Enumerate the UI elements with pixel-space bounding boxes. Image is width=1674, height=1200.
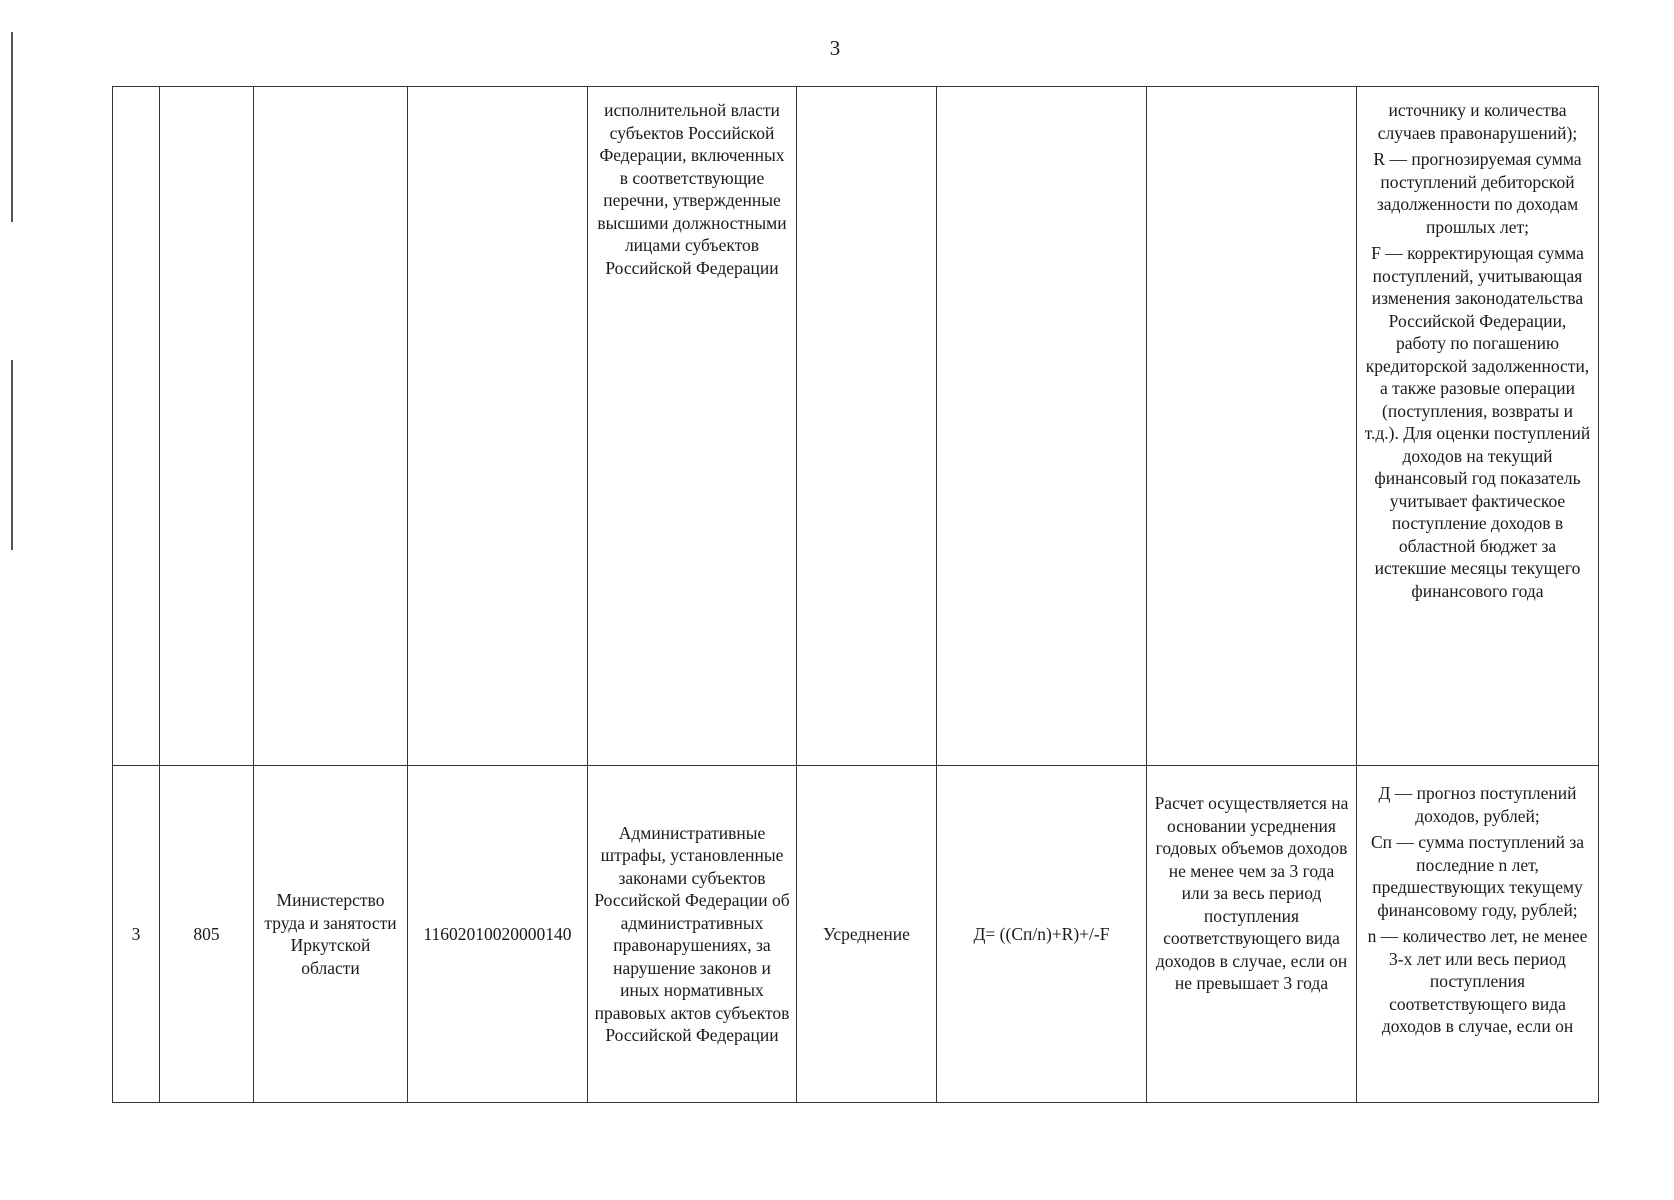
- indicator-paragraph: источнику и количества случаев правонарушений);: [1377, 100, 1578, 143]
- indicator-paragraph: Д — прогноз поступлений доходов, рублей;: [1378, 783, 1577, 826]
- cell-formula: Д= ((Сп/n)+R)+/-F: [937, 766, 1147, 1103]
- indicator-paragraph: Сп — сумма поступлений за последние n лет, предшествующих текущему финансовому году, рублей;: [1370, 832, 1585, 920]
- cell-administrator: [254, 87, 408, 766]
- cell-method: Усреднение: [797, 766, 937, 1103]
- indicator-paragraph: n — количество лет, не менее 3-х лет или весь период поступления соответствующего вида доходов в случае, если он: [1367, 926, 1588, 1036]
- cell-formula: [937, 87, 1147, 766]
- cell-kbk-code: [408, 87, 588, 766]
- indicator-paragraph: R — прогнозируемая сумма поступлений дебиторской задолженности по доходам прошлых лет;: [1373, 149, 1582, 237]
- cell-admin-code: 805: [160, 766, 254, 1103]
- cell-kbk-code: 11602010020000140: [408, 766, 588, 1103]
- table-row-continued: [113, 87, 1599, 766]
- cell-administrator: Министерство труда и занятости Иркутской области: [254, 766, 408, 1103]
- cell-admin-code: [160, 87, 254, 766]
- table-row: [113, 766, 1599, 1103]
- cell-income-name: исполнительной власти субъектов Российской Федерации, включенных в соответствующие перечни, утвержденные высшими должностными лицами субъектов Российской Федерации: [588, 87, 797, 766]
- cell-income-name: Административные штрафы, установленные законами субъектов Российской Федерации об административных правонарушениях, за нарушение законов и иных нормативных правовых актов субъектов Российской Федерации: [588, 766, 797, 1103]
- income-forecast-table: [112, 86, 1599, 1103]
- cell-algorithm: [1147, 87, 1357, 766]
- cell-algorithm: Расчет осуществляется на основании усреднения годовых объемов доходов не менее чем за 3 года или за весь период поступления соответствующего вида доходов в случае, если он не превышает 3 года: [1147, 766, 1357, 1103]
- page-number: 3: [829, 36, 841, 60]
- cell-method: [797, 87, 937, 766]
- indicator-paragraph: F — корректирующая сумма поступлений, учитывающая изменения законодательства Российской Федерации, работу по погашению кредиторской задолженности, а также разовые операции (поступления, возвраты и т.д.). Для оценки поступлений доходов на текущий финансовый год показатель учитывает фактическое поступление доходов в областной бюджет за истекшие месяцы текущего финансового года: [1364, 243, 1591, 601]
- cell-number: 3: [113, 766, 160, 1103]
- cell-number: [113, 87, 160, 766]
- cell-indicators: [1357, 87, 1599, 766]
- scan-margin-mark: [11, 360, 13, 550]
- scan-margin-mark: [11, 32, 13, 222]
- cell-indicators: [1357, 766, 1599, 1103]
